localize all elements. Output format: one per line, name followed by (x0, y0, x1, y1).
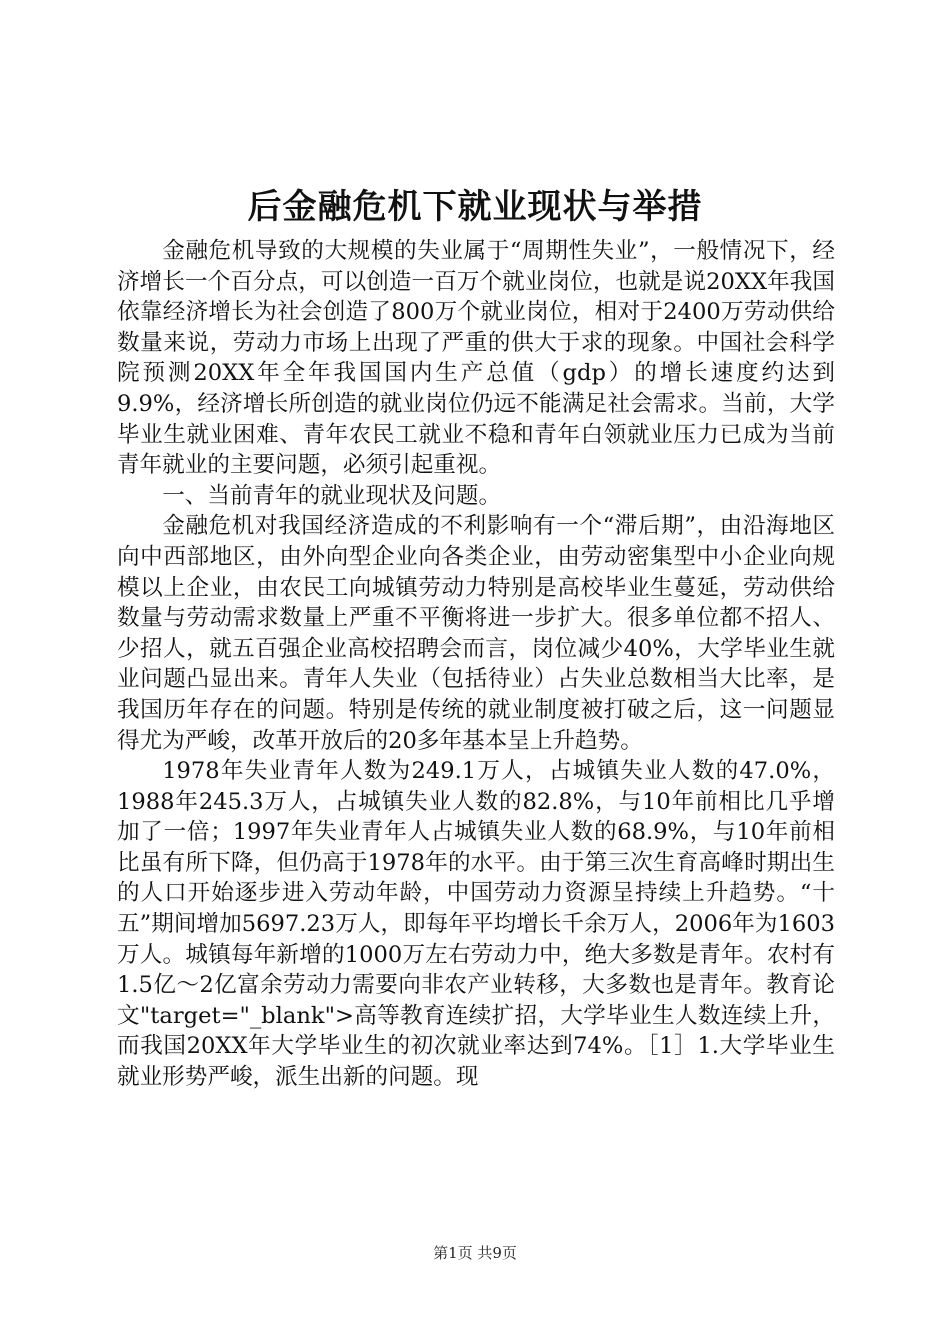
page-footer: 第1页 共9页 (433, 1244, 517, 1262)
document-body (117, 236, 835, 1093)
paragraph-lag-effect: 金融危机对我国经济造成的不利影响有一个“滞后期”，由沿海地区向中西部地区，由外向型企业向各类企业，由劳动密集型中小企业向规模以上企业，由农民工向城镇劳动力特别是高校毕业生蔓延，劳动供给数量与劳动需求数量上严重不平衡将进一步扩大。很多单位都不招人、少招人，就五百强企业高校招聘会而言，岗位减少40%，大学毕业生就业问题凸显出来。青年人失业（包括待业）占失业总数相当大比率，是我国历年存在的问题。特别是传统的就业制度被打破之后，这一问题显得尤为严峻，改革开放后的20多年基本呈上升趋势。 (117, 513, 835, 754)
document-title: 后金融危机下就业现状与举措 (247, 187, 703, 227)
paragraph-intro: 金融危机导致的大规模的失业属于“周期性失业”，一般情况下，经济增长一个百分点，可以创造一百万个就业岗位，也就是说20XX年我国依靠经济增长为社会创造了800万个就业岗位，相对于2400万劳动供给数量来说，劳动力市场上出现了严重的供大于求的现象。中国社会科学院预测20XX年全年我国国内生产总值（gdp）的增长速度约达到9.9%，经济增长所创造的就业岗位仍远不能满足社会需求。当前，大学毕业生就业困难、青年农民工就业不稳和青年白领就业压力已成为当前青年就业的主要问题，必须引起重视。 (117, 238, 835, 479)
section-heading: 一、当前青年的就业现状及问题。 (162, 482, 502, 509)
paragraph-statistics: 1978年失业青年人数为249.1万人，占城镇失业人数的47.0%，1988年245.3万人，占城镇失业人数的82.8%，与10年前相比几乎增加了一倍；1997年失业青年人占城镇失业人数的68.9%，与10年前相比虽有所下降，但仍高于1978年的水平。由于第三次生育高峰时期出生的人口开始逐步进入劳动年龄，中国劳动力资源呈持续上升趋势。“十五”期间增加5697.23万人，即每年平均增长千余万人，2006年为1603万人。城镇每年新增的1000万左右劳动力中，绝大多数是青年。农村有1.5亿～2亿富余劳动力需要向非农产业转移，大多数也是青年。教育论文"target="_blank">高等教育连续扩招，大学毕业生人数连续上升，而我国20XX年大学毕业生的初次就业率达到74%。［1］1.大学毕业生就业形势严峻，派生出新的问题。现 (117, 758, 835, 1091)
